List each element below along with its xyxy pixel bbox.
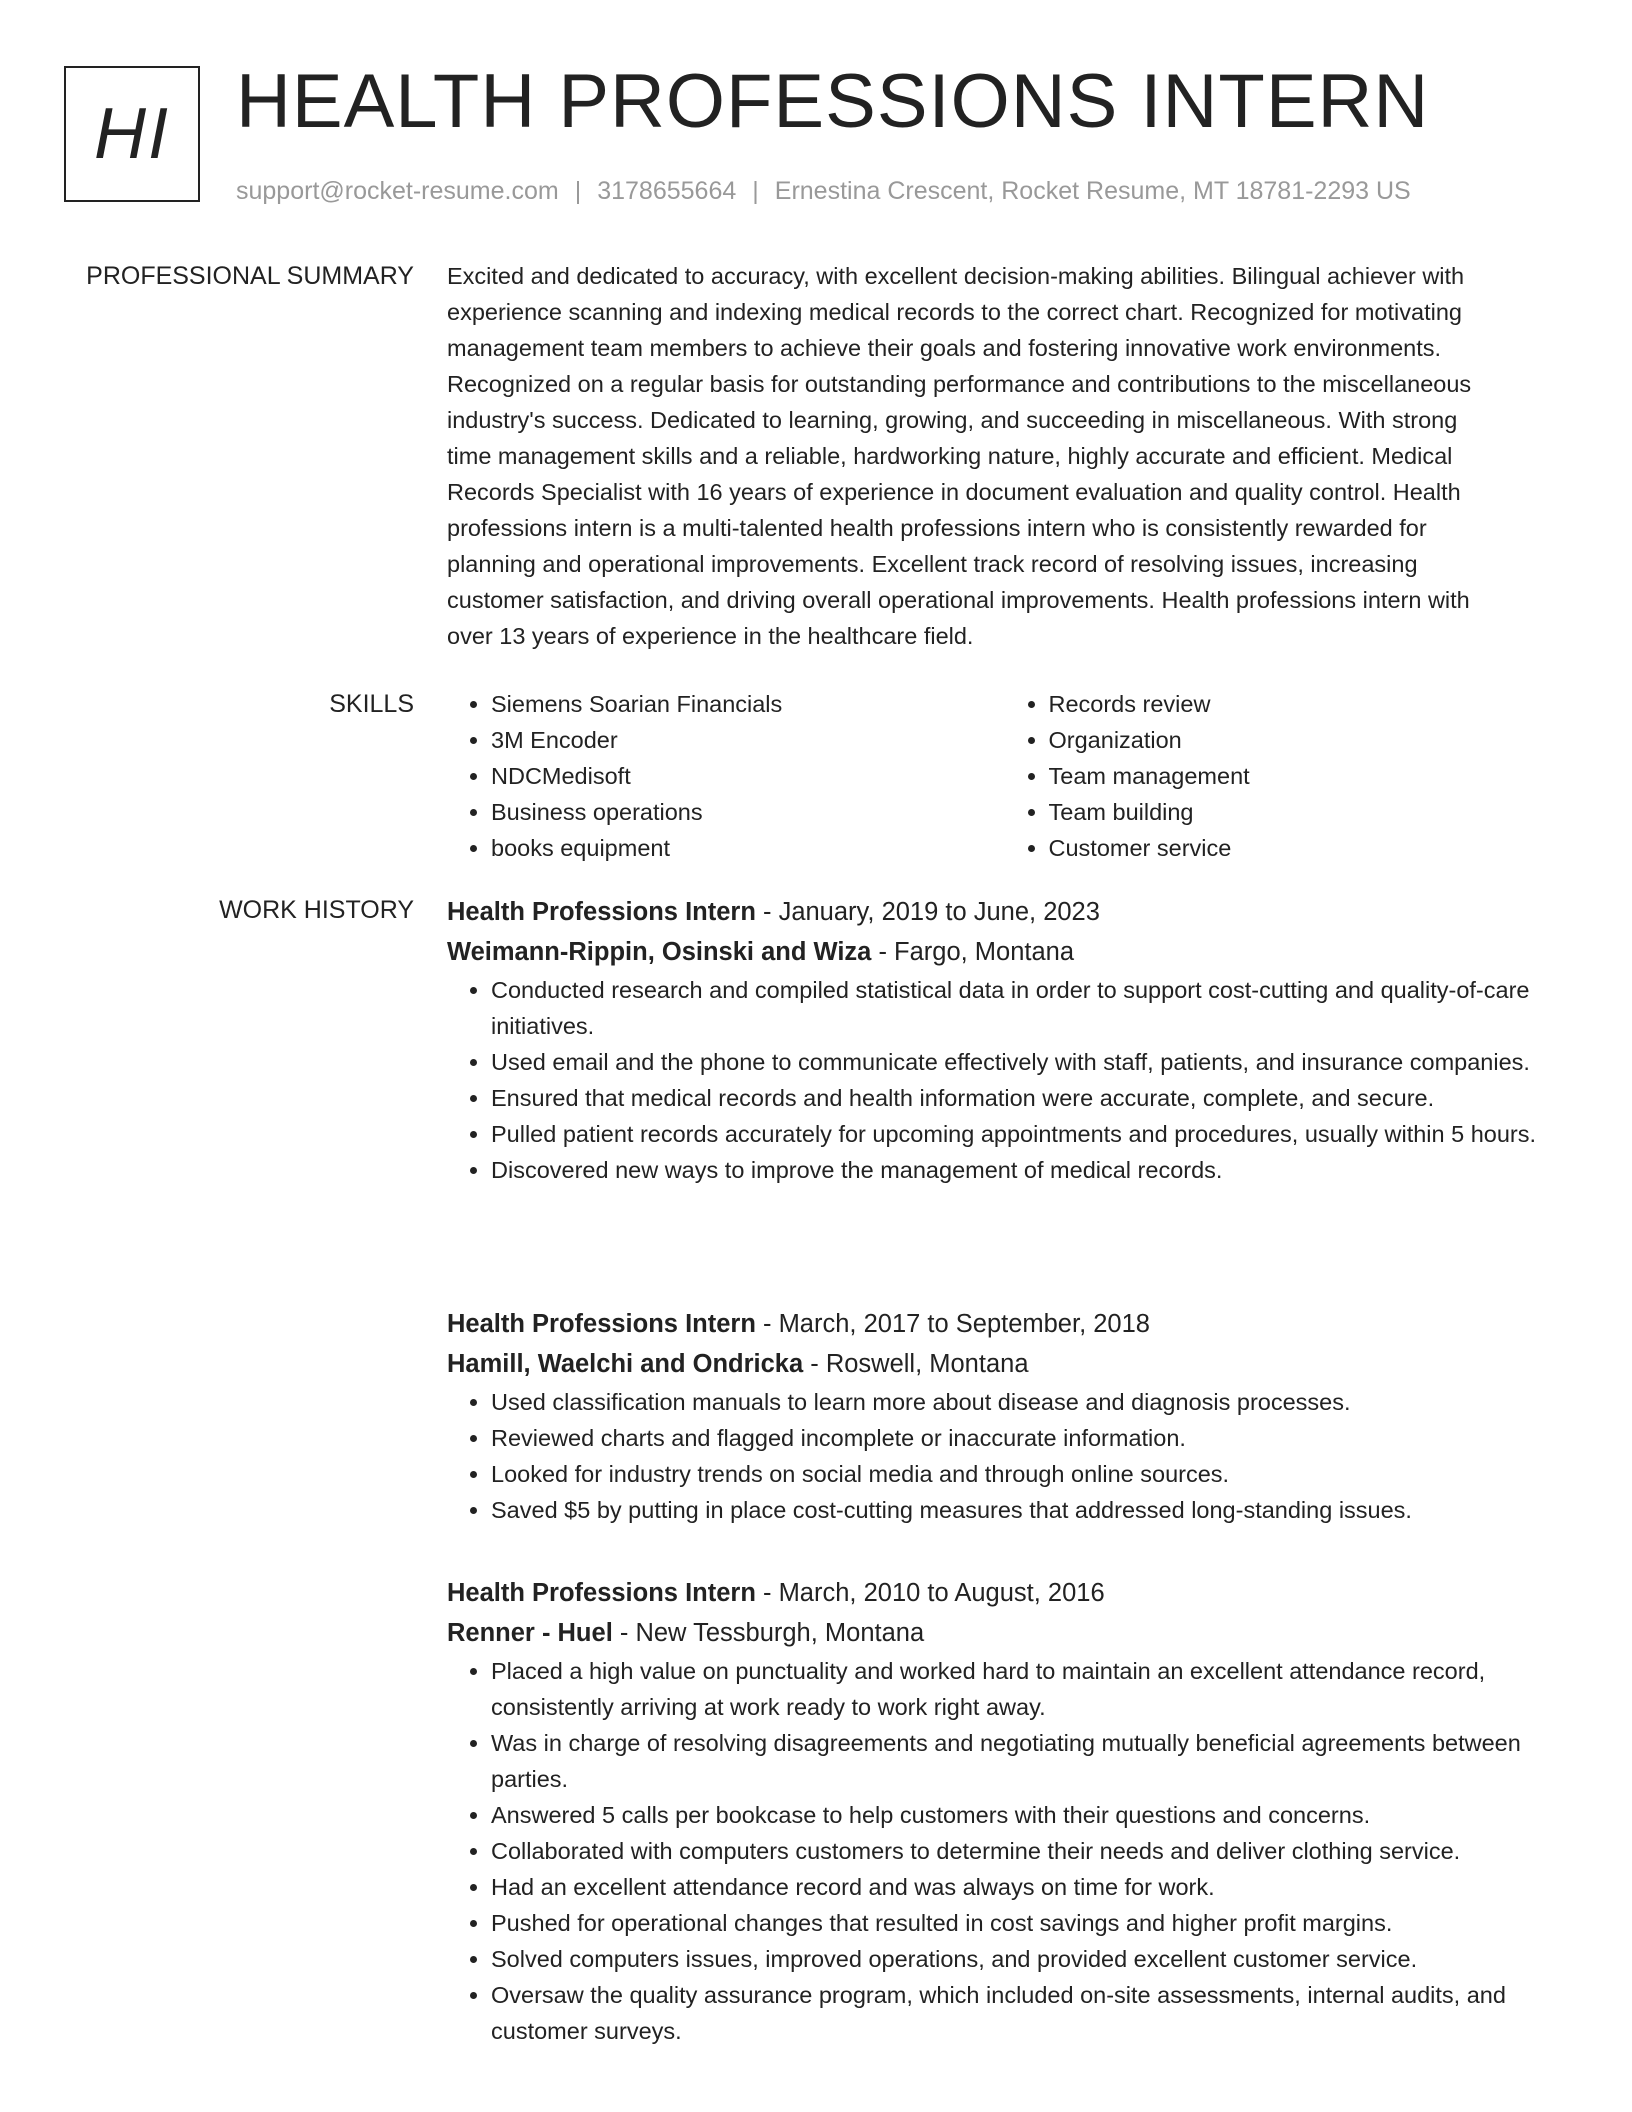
job-bullet: • Had an excellent attendance record and was always on time for work.: [491, 1869, 1562, 1905]
job-company: Renner - Huel: [447, 1619, 613, 1647]
skill-item: • 3M Encoder: [491, 722, 1005, 758]
summary-line: professions intern is a multi-talented health professions intern who is consistently rewarded for: [447, 515, 1427, 541]
job-bullet-list: [447, 972, 1562, 1188]
job-location: - New Tessburgh, Montana: [612, 1619, 925, 1647]
job-entry: [447, 1304, 1562, 1528]
summary-text: [447, 258, 1562, 654]
job-company-line: [447, 1613, 1562, 1653]
skills-heading: SKILLS: [329, 690, 414, 718]
job-bullet: • Discovered new ways to improve the management of medical records.: [491, 1152, 1562, 1188]
job-bullet: • Used email and the phone to communicate effectively with staff, patients, and insurance companies.: [491, 1044, 1562, 1080]
summary-line: Recognized on a regular basis for outstanding performance and contributions to the miscellaneous: [447, 371, 1472, 397]
job-location: - Fargo, Montana: [871, 938, 1075, 966]
job-bullet: • Solved computers issues, improved operations, and provided excellent customer service.: [491, 1941, 1562, 1977]
monogram-badge: [64, 66, 200, 202]
skill-item: • Business operations: [491, 794, 1005, 830]
skill-item: • Customer service: [1049, 830, 1563, 866]
summary-line: planning and operational improvements. Excellent track record of resolving issues, increasing: [447, 551, 1418, 577]
job-dates: - March, 2010 to August, 2016: [755, 1579, 1105, 1607]
contact-address: Ernestina Crescent, Rocket Resume, MT 18781-2293 US: [774, 177, 1411, 205]
skill-item: • Team building: [1049, 794, 1563, 830]
job-bullet: • Was in charge of resolving disagreements and negotiating mutually beneficial agreements between parties.: [491, 1725, 1562, 1797]
contact-separator: |: [574, 177, 582, 205]
job-dates: - January, 2019 to June, 2023: [755, 898, 1100, 926]
job-bullet: • Placed a high value on punctuality and worked hard to maintain an excellent attendance record, consistently arriving at work ready to work right away.: [491, 1653, 1562, 1725]
job-entry: [447, 1573, 1562, 2049]
job-bullet: • Looked for industry trends on social media and through online sources.: [491, 1456, 1562, 1492]
job-bullet: • Conducted research and compiled statistical data in order to support cost-cutting and quality-of-care initiatives.: [491, 972, 1562, 1044]
skills-list-right: [1005, 686, 1563, 866]
job-bullet-list: [447, 1653, 1562, 2049]
summary-line: time management skills and a reliable, hardworking nature, highly accurate and efficient. Medical: [447, 443, 1453, 469]
summary-line: customer satisfaction, and driving overall operational improvements. Health professions intern with: [447, 587, 1470, 613]
job-company: Weimann-Rippin, Osinski and Wiza: [447, 938, 872, 966]
job-bullet: • Pushed for operational changes that resulted in cost savings and higher profit margins.: [491, 1905, 1562, 1941]
skills-body: [447, 686, 1562, 866]
job-entry: [447, 892, 1562, 1188]
job-bullet: • Saved $5 by putting in place cost-cutting measures that addressed long-standing issues.: [491, 1492, 1562, 1528]
job-bullet: • Reviewed charts and flagged incomplete or inaccurate information.: [491, 1420, 1562, 1456]
job-location: - Roswell, Montana: [803, 1350, 1029, 1378]
contact-phone[interactable]: 3178655664: [597, 177, 737, 205]
job-bullet-list: [447, 1384, 1562, 1528]
job-bullet: • Answered 5 calls per bookcase to help customers with their questions and concerns.: [491, 1797, 1562, 1833]
job-bullet: • Pulled patient records accurately for upcoming appointments and procedures, usually within 5 hours.: [491, 1116, 1562, 1152]
contact-separator: |: [752, 177, 759, 205]
skill-item: • Records review: [1049, 686, 1563, 722]
job-title: Health Professions Intern: [447, 1579, 756, 1607]
contact-line: [236, 174, 1411, 208]
job-bullet: • Used classification manuals to learn more about disease and diagnosis processes.: [491, 1384, 1562, 1420]
skill-item: • books equipment: [491, 830, 1005, 866]
job-title: Health Professions Intern: [447, 898, 756, 926]
monogram-text: HI: [94, 94, 170, 174]
skill-item: • NDCMedisoft: [491, 758, 1005, 794]
skill-item: • Team management: [1049, 758, 1563, 794]
skill-item: • Organization: [1049, 722, 1563, 758]
resume-title: HEALTH PROFESSIONS INTERN: [236, 59, 1430, 144]
summary-line: experience scanning and indexing medical records to the correct chart. Recognized for motivating: [447, 299, 1462, 325]
job-bullet: • Oversaw the quality assurance program, which included on-site assessments, internal audits, and customer surveys.: [491, 1977, 1562, 2049]
job-title-line: [447, 1304, 1562, 1344]
contact-email[interactable]: support@rocket-resume.com: [236, 177, 559, 205]
summary-body: [447, 258, 1562, 654]
summary-heading: PROFESSIONAL SUMMARY: [86, 262, 414, 290]
work-history-heading: WORK HISTORY: [219, 896, 414, 924]
summary-line: over 13 years of experience in the healthcare field.: [447, 623, 974, 649]
job-company: Hamill, Waelchi and Ondricka: [447, 1350, 804, 1378]
summary-line: management team members to achieve their goals and fostering innovative work environments.: [447, 335, 1442, 361]
summary-line: industry's success. Dedicated to learning, growing, and succeeding in miscellaneous. With strong: [447, 407, 1458, 433]
job-bullet: • Ensured that medical records and health information were accurate, complete, and secure.: [491, 1080, 1562, 1116]
skill-item: • Siemens Soarian Financials: [491, 686, 1005, 722]
summary-line: Records Specialist with 16 years of experience in document evaluation and quality control. Health: [447, 479, 1461, 505]
job-dates: - March, 2017 to September, 2018: [755, 1310, 1150, 1338]
job-company-line: [447, 932, 1562, 972]
job-title: Health Professions Intern: [447, 1310, 756, 1338]
summary-line: Excited and dedicated to accuracy, with excellent decision-making abilities. Bilingual achiever with: [447, 263, 1465, 289]
skills-list-left: [447, 686, 1005, 866]
job-bullet: • Collaborated with computers customers to determine their needs and deliver clothing service.: [491, 1833, 1562, 1869]
job-title-line: [447, 892, 1562, 932]
job-title-line: [447, 1573, 1562, 1613]
job-company-line: [447, 1344, 1562, 1384]
